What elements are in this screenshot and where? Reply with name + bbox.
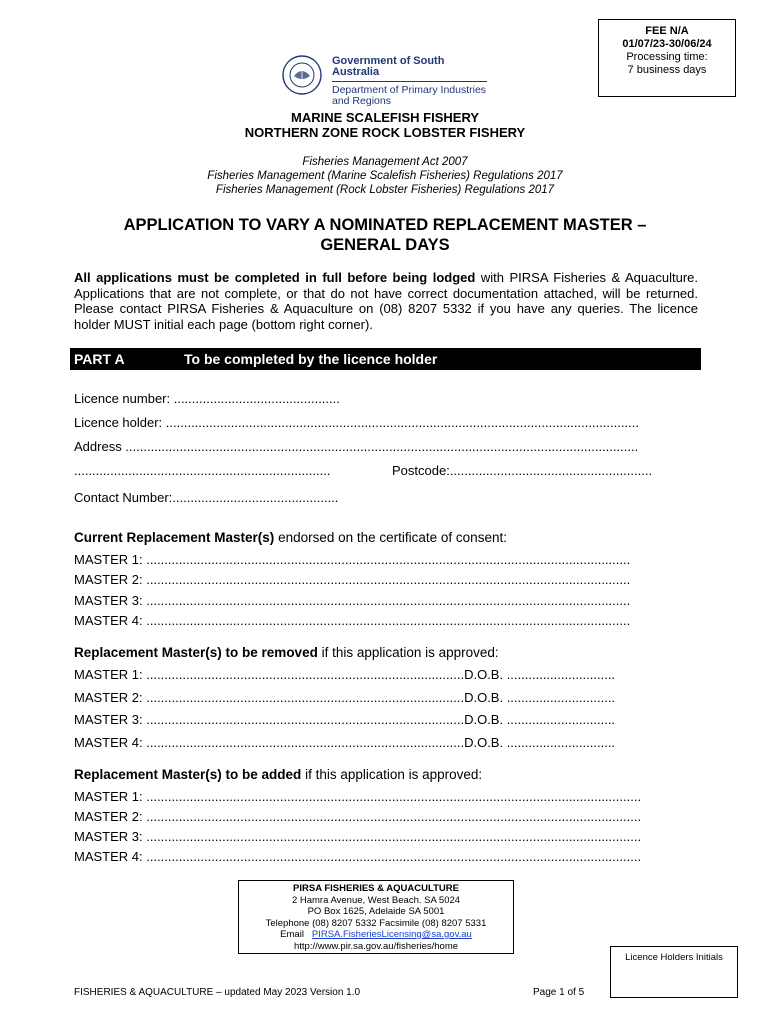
fishery-heading-1: MARINE SCALEFISH FISHERY [290,110,480,125]
contact-title: PIRSA FISHERIES & AQUACULTURE [293,883,459,894]
initials-label: Licence Holders Initials [625,952,723,963]
processing-label: Processing time: [626,51,708,63]
current-masters-bold: Current Replacement Master(s) [74,530,275,545]
contact-address: 2 Hamra Avenue, West Beach. SA 5024 [291,894,461,906]
fee-label: FEE N/A [645,25,689,37]
contact-number-field[interactable]: Contact Number:.............................................. [74,490,339,505]
act-3: Fisheries Management (Rock Lobster Fisheries) Regulations 2017 [215,184,555,196]
licence-number-field[interactable]: Licence number: .............................................. [74,391,340,406]
fishery-heading-2: NORTHERN ZONE ROCK LOBSTER FISHERY [244,125,526,140]
contact-phone: Telephone (08) 8207 5332 Facsimile (08) 8207 5331 [265,917,487,929]
remove-master-3-field[interactable]: MASTER 3: ........................................................................................D.O.B. .............................. [74,712,616,727]
intro-bold: All applications must be completed in full before being lodged [74,270,476,285]
logo-text [332,56,489,107]
add-master-4-field[interactable]: MASTER 4: ......................................................................................................................................... [74,849,642,864]
act-1: Fisheries Management Act 2007 [302,156,468,168]
email-link[interactable]: PIRSA.FisheriesLicensing@sa.gov.au [311,929,472,940]
remove-master-4-field[interactable]: MASTER 4: ........................................................................................D.O.B. .............................. [74,735,616,750]
email-label: Email [280,929,304,940]
add-master-1-field[interactable]: MASTER 1: ......................................................................................................................................... [74,789,642,804]
contact-po-box: PO Box 1625, Adelaide SA 5001 [307,906,445,917]
remove-masters-rest: if this application is approved: [317,645,499,660]
current-master-2-field[interactable]: MASTER 2: ...................................................................................................................................... [74,572,631,587]
part-a-title: To be completed by the licence holder [184,351,438,367]
remove-master-2-field[interactable]: MASTER 2: ........................................................................................D.O.B. .............................. [74,690,616,705]
licence-holder-field[interactable]: Licence holder: ................................................................................................................................... [74,415,639,430]
department-name-line1: Department of Primary Industries [332,84,487,96]
remove-master-1-field[interactable]: MASTER 1: ........................................................................................D.O.B. .............................. [74,667,616,682]
add-masters-heading [74,766,482,783]
part-a-header [70,348,701,370]
remove-masters-heading [74,644,499,661]
intro-paragraph [74,270,698,332]
address-continued-field[interactable]: ....................................................................... [74,463,331,478]
intro-rest: with PIRSA Fisheries & Aquaculture. Applications that are not complete, or that do not have correct documentation attached, will be returned. Please contact PIRSA Fisheries & Aquaculture on (08) 8207 5332 if you have any queries. The licence holder MUST initial each page (bottom right corner). [74,270,698,332]
add-master-2-field[interactable]: MASTER 2: ......................................................................................................................................... [74,809,642,824]
form-title-line1: APPLICATION TO VARY A NOMINATED REPLACEMENT MASTER – [123,216,647,234]
current-masters-heading [74,529,507,546]
state-seal-icon [279,54,325,96]
form-title-line2: GENERAL DAYS [320,236,450,254]
department-name-line2: and Regions [332,95,391,107]
postcode-field[interactable]: Postcode:........................................................ [392,463,653,478]
contact-email-line [239,929,513,941]
current-master-1-field[interactable]: MASTER 1: ...................................................................................................................................... [74,552,631,567]
part-a-label: PART A [74,351,125,367]
government-logo [279,54,489,107]
add-masters-bold: Replacement Master(s) to be added [74,767,302,782]
add-masters-rest: if this application is approved: [301,767,483,782]
current-masters-rest: endorsed on the certificate of consent: [274,530,507,545]
remove-masters-bold: Replacement Master(s) to be removed [74,645,318,660]
logo-divider [332,81,487,82]
licence-holder-initials-box[interactable] [610,946,738,998]
processing-value: 7 business days [627,64,707,76]
act-2: Fisheries Management (Marine Scalefish Fisheries) Regulations 2017 [207,170,563,182]
footer-version: FISHERIES & AQUACULTURE – updated May 2023 Version 1.0 [74,987,361,998]
fee-dates: 01/07/23-30/06/24 [622,38,712,50]
government-name: Government of South Australia [332,55,445,78]
add-master-3-field[interactable]: MASTER 3: ......................................................................................................................................... [74,829,642,844]
contact-box [238,880,514,954]
current-master-3-field[interactable]: MASTER 3: ...................................................................................................................................... [74,593,631,608]
current-master-4-field[interactable]: MASTER 4: ...................................................................................................................................... [74,613,631,628]
footer-page-number: Page 1 of 5 [533,987,585,998]
fee-box [598,19,736,97]
address-field[interactable]: Address .............................................................................................................................................. [74,439,639,454]
contact-web[interactable]: http://www.pir.sa.gov.au/fisheries/home [293,940,459,952]
